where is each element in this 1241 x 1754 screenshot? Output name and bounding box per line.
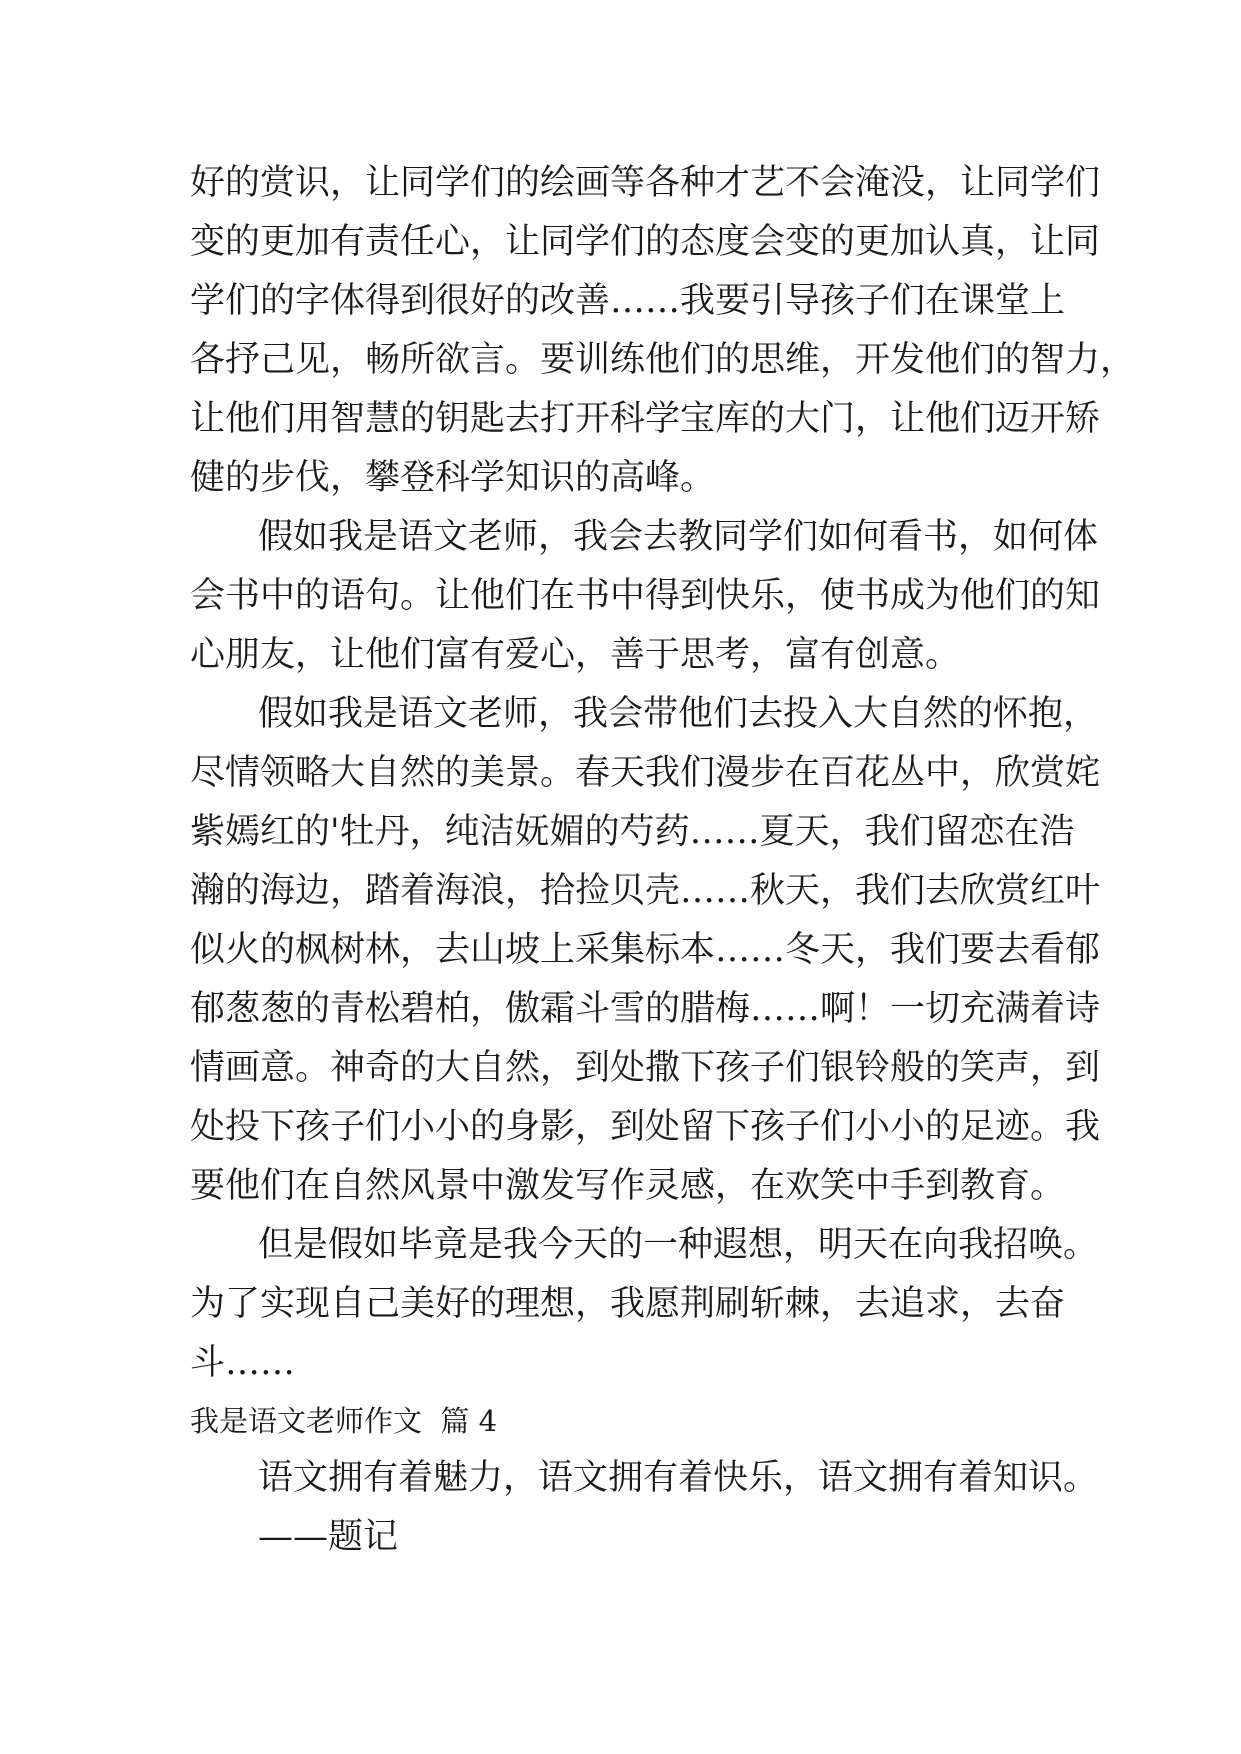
paragraph-3-line-6: 郁葱葱的青松碧柏，傲霜斗雪的腊梅……啊！一切充满着诗 [190,989,1101,1029]
paragraph-3-line-9: 要他们在自然风景中激发写作灵感，在欢笑中手到教育。 [190,1166,1066,1206]
paragraph-4-line-1: 但是假如毕竟是我今天的一种遐想，明天在向我招唤。 [258,1225,1099,1265]
paragraph-3-line-7: 情画意。神奇的大自然，到处撒下孩子们银铃般的笑声，到 [190,1048,1101,1088]
paragraph-4-line-3: 斗…… [190,1343,296,1383]
paragraph-1-line-2: 变的更加有责任心，让同学们的态度会变的更加认真，让同 [190,222,1101,262]
paragraph-1-line-4: 各抒己见，畅所欲言。要训练他们的思维，开发他们的智力， [190,340,1136,380]
paragraph-3-line-3: 紫嫣红的'牡丹，纯洁妩媚的芍药……夏天，我们留恋在浩 [190,812,1075,852]
section-heading: 我是语文老师作文 篇 4 [190,1404,498,1438]
paragraph-2-line-1: 假如我是语文老师，我会去教同学们如何看书，如何体 [258,517,1099,557]
paragraph-5-epigraph-attribution: ——题记 [258,1517,399,1557]
paragraph-1-line-3: 学们的字体得到很好的改善……我要引导孩子们在课堂上 [190,281,1066,321]
paragraph-5-line-1: 语文拥有着魅力，语文拥有着快乐，语文拥有着知识。 [258,1458,1099,1498]
paragraph-3-line-8: 处投下孩子们小小的身影，到处留下孩子们小小的足迹。我 [190,1107,1101,1147]
paragraph-4-line-2: 为了实现自己美好的理想，我愿荆刷斩棘，去追求，去奋 [190,1284,1066,1324]
paragraph-1-line-6: 健的步伐，攀登科学知识的高峰。 [190,458,716,498]
paragraph-2-line-2: 会书中的语句。让他们在书中得到快乐，使书成为他们的知 [190,576,1101,616]
paragraph-1-line-5: 让他们用智慧的钥匙去打开科学宝库的大门，让他们迈开矫 [190,399,1101,439]
paragraph-3-line-2: 尽情领略大自然的美景。春天我们漫步在百花丛中，欣赏姹 [190,753,1101,793]
paragraph-3-line-5: 似火的枫树林，去山坡上采集标本……冬天，我们要去看郁 [190,930,1101,970]
paragraph-1-line-1: 好的赏识，让同学们的绘画等各种才艺不会淹没，让同学们 [190,163,1101,203]
paragraph-2-line-3: 心朋友，让他们富有爱心，善于思考，富有创意。 [190,635,961,675]
paragraph-3-line-4: 瀚的海边，踏着海浪，拾捡贝壳……秋天，我们去欣赏红叶 [190,871,1101,911]
paragraph-3-line-1: 假如我是语文老师，我会带他们去投入大自然的怀抱， [258,694,1099,734]
